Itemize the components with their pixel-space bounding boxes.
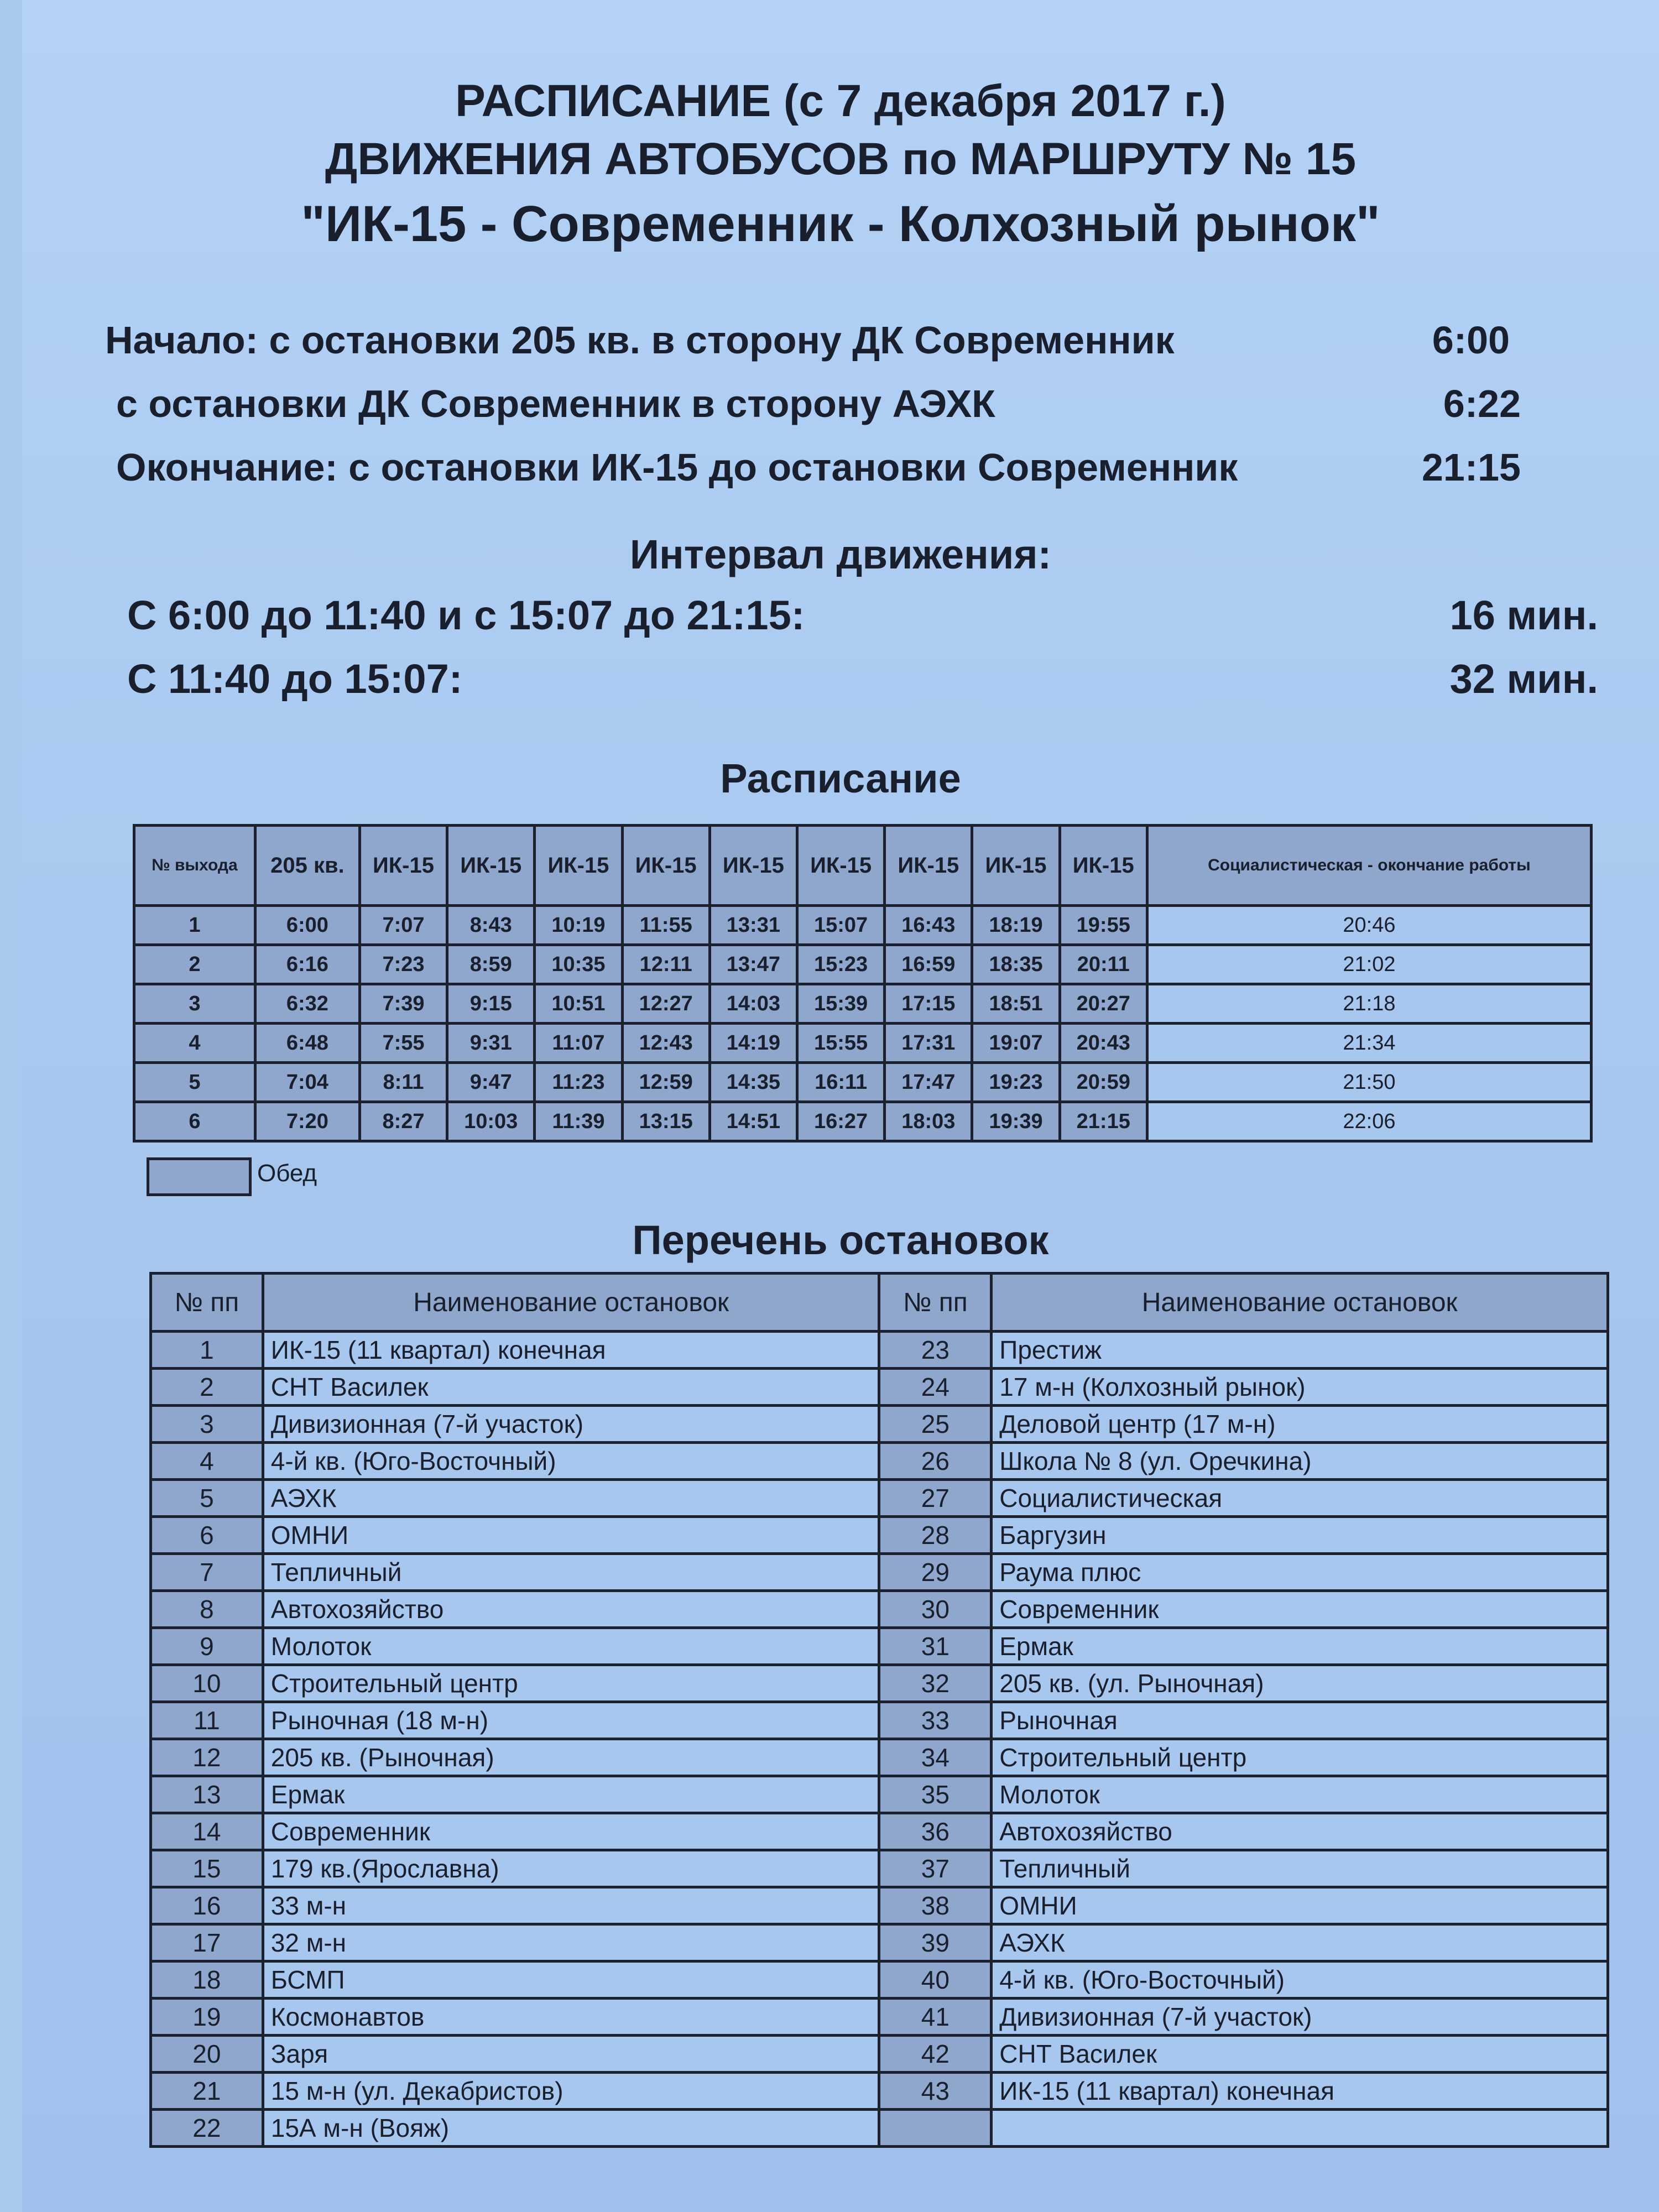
departure-time: 18:19 bbox=[972, 906, 1060, 945]
stop-name: ИК-15 (11 квартал) конечная bbox=[992, 2073, 1608, 2110]
stop-row bbox=[151, 1369, 1608, 1406]
departure-time: 21:50 bbox=[1147, 1063, 1591, 1102]
departure-time: 17:15 bbox=[885, 984, 972, 1024]
stops-header-cell: № пп bbox=[151, 1274, 263, 1332]
departure-time: 11:23 bbox=[535, 1063, 622, 1102]
departure-time: 7:07 bbox=[359, 906, 447, 945]
departure-time: 20:59 bbox=[1060, 1063, 1147, 1102]
title-line-2: ДВИЖЕНИЯ АВТОБУСОВ по МАРШРУТУ № 15 bbox=[325, 134, 1357, 184]
interval-value: 16 мин. bbox=[1449, 592, 1598, 638]
stop-name: 15 м-н (ул. Декабристов) bbox=[263, 2073, 879, 2110]
departure-time: 7:04 bbox=[255, 1063, 359, 1102]
stop-row bbox=[151, 1332, 1608, 1369]
stop-number: 34 bbox=[879, 1739, 992, 1776]
stop-number: 17 bbox=[151, 1924, 263, 1961]
departure-time: 7:20 bbox=[255, 1102, 359, 1141]
departure-time: 11:07 bbox=[535, 1024, 622, 1063]
info-label: с остановки ДК Современник в сторону АЭХК bbox=[116, 382, 995, 425]
stop-number: 39 bbox=[879, 1924, 992, 1961]
departure-time: 21:18 bbox=[1147, 984, 1591, 1024]
stop-number: 8 bbox=[151, 1591, 263, 1628]
stop-row bbox=[151, 1406, 1608, 1443]
stop-row bbox=[151, 1591, 1608, 1628]
stop-number: 21 bbox=[151, 2073, 263, 2110]
stop-name: АЭХК bbox=[992, 1924, 1608, 1961]
stop-row bbox=[151, 1628, 1608, 1665]
schedule-row bbox=[134, 1024, 1592, 1063]
stop-name: Современник bbox=[992, 1591, 1608, 1628]
stop-number: 32 bbox=[879, 1665, 992, 1702]
stop-row bbox=[151, 1887, 1608, 1924]
stop-row bbox=[151, 1480, 1608, 1517]
stop-number: 33 bbox=[879, 1702, 992, 1739]
departure-time: 8:59 bbox=[447, 945, 535, 984]
title-line-1: РАСПИСАНИЕ (с 7 декабря 2017 г.) bbox=[455, 76, 1226, 126]
stop-name: Социалистическая bbox=[992, 1480, 1608, 1517]
stop-name: 4-й кв. (Юго-Восточный) bbox=[263, 1443, 879, 1480]
departure-time: 20:11 bbox=[1060, 945, 1147, 984]
exit-number: 6 bbox=[134, 1102, 255, 1141]
legend-swatch bbox=[147, 1157, 252, 1196]
stop-number: 43 bbox=[879, 2073, 992, 2110]
stop-name: СНТ Василек bbox=[992, 2036, 1608, 2073]
schedule-header-row bbox=[134, 826, 1592, 906]
stop-name: Ермак bbox=[263, 1776, 879, 1813]
departure-time: 11:55 bbox=[622, 906, 709, 945]
stop-number: 16 bbox=[151, 1887, 263, 1924]
departure-time: 10:35 bbox=[535, 945, 622, 984]
departure-time: 6:00 bbox=[255, 906, 359, 945]
exit-number: 2 bbox=[134, 945, 255, 984]
stop-name: 179 кв.(Ярославна) bbox=[263, 1850, 879, 1887]
stop-number: 38 bbox=[879, 1887, 992, 1924]
stop-name: 205 кв. (ул. Рыночная) bbox=[992, 1665, 1608, 1702]
stop-number: 24 bbox=[879, 1369, 992, 1406]
departure-time: 15:39 bbox=[797, 984, 885, 1024]
exit-number: 4 bbox=[134, 1024, 255, 1063]
stops-table bbox=[149, 1272, 1609, 2148]
stop-number: 1 bbox=[151, 1332, 263, 1369]
stop-number: 41 bbox=[879, 1999, 992, 2036]
stop-name: Молоток bbox=[263, 1628, 879, 1665]
stop-name: 205 кв. (Рыночная) bbox=[263, 1739, 879, 1776]
stop-name: Дивизионная (7-й участок) bbox=[263, 1406, 879, 1443]
stop-number: 2 bbox=[151, 1369, 263, 1406]
departure-time: 15:55 bbox=[797, 1024, 885, 1063]
departure-time: 11:39 bbox=[535, 1102, 622, 1141]
schedule-header-cell: ИК-15 bbox=[622, 826, 709, 906]
departure-time: 10:19 bbox=[535, 906, 622, 945]
stop-row bbox=[151, 1924, 1608, 1961]
departure-time: 17:47 bbox=[885, 1063, 972, 1102]
stop-row bbox=[151, 1554, 1608, 1591]
schedule-header-cell: ИК-15 bbox=[885, 826, 972, 906]
departure-time: 10:03 bbox=[447, 1102, 535, 1141]
stop-name: Современник bbox=[263, 1813, 879, 1850]
schedule-row bbox=[134, 906, 1592, 945]
departure-time: 16:27 bbox=[797, 1102, 885, 1141]
stop-name: Раума плюс bbox=[992, 1554, 1608, 1591]
departure-time: 9:47 bbox=[447, 1063, 535, 1102]
stop-name: СНТ Василек bbox=[263, 1369, 879, 1406]
departure-time: 19:07 bbox=[972, 1024, 1060, 1063]
stop-number: 29 bbox=[879, 1554, 992, 1591]
exit-number: 3 bbox=[134, 984, 255, 1024]
stop-row bbox=[151, 1517, 1608, 1554]
schedule-header-cell: ИК-15 bbox=[1060, 826, 1147, 906]
stop-name: Тепличный bbox=[992, 1850, 1608, 1887]
stops-header-cell: Наименование остановок bbox=[992, 1274, 1608, 1332]
departure-time: 6:48 bbox=[255, 1024, 359, 1063]
stop-name bbox=[992, 2110, 1608, 2147]
stop-row bbox=[151, 1739, 1608, 1776]
stop-name: ОМНИ bbox=[263, 1517, 879, 1554]
stop-number: 11 bbox=[151, 1702, 263, 1739]
stop-row bbox=[151, 1999, 1608, 2036]
departure-time: 6:32 bbox=[255, 984, 359, 1024]
stop-name: Автохозяйство bbox=[992, 1813, 1608, 1850]
stop-name: 15А м-н (Вояж) bbox=[263, 2110, 879, 2147]
info-value: 21:15 bbox=[1421, 446, 1521, 489]
departure-time: 15:23 bbox=[797, 945, 885, 984]
departure-time: 13:47 bbox=[709, 945, 797, 984]
departure-time: 16:59 bbox=[885, 945, 972, 984]
departure-time: 22:06 bbox=[1147, 1102, 1591, 1141]
stop-name: Космонавтов bbox=[263, 1999, 879, 2036]
stop-name: Рыночная bbox=[992, 1702, 1608, 1739]
departure-time: 14:03 bbox=[709, 984, 797, 1024]
stop-number: 28 bbox=[879, 1517, 992, 1554]
stop-number: 19 bbox=[151, 1999, 263, 2036]
departure-time: 12:11 bbox=[622, 945, 709, 984]
schedule-row bbox=[134, 984, 1592, 1024]
info-label: Начало: с остановки 205 кв. в сторону ДК Современник bbox=[105, 319, 1175, 362]
stop-number: 31 bbox=[879, 1628, 992, 1665]
stop-number: 35 bbox=[879, 1776, 992, 1813]
departure-time: 12:27 bbox=[622, 984, 709, 1024]
route-name: "ИК-15 - Современник - Колхозный рынок" bbox=[301, 196, 1380, 252]
stop-number: 6 bbox=[151, 1517, 263, 1554]
departure-time: 13:15 bbox=[622, 1102, 709, 1141]
schedule-header-cell: 205 кв. bbox=[255, 826, 359, 906]
stop-number: 42 bbox=[879, 2036, 992, 2073]
departure-time: 14:19 bbox=[709, 1024, 797, 1063]
stop-row bbox=[151, 1702, 1608, 1739]
departure-time: 7:23 bbox=[359, 945, 447, 984]
stop-number: 13 bbox=[151, 1776, 263, 1813]
schedule-header-cell: ИК-15 bbox=[535, 826, 622, 906]
departure-time: 8:43 bbox=[447, 906, 535, 945]
schedule-header-cell: ИК-15 bbox=[359, 826, 447, 906]
schedule-row bbox=[134, 1063, 1592, 1102]
departure-time: 9:15 bbox=[447, 984, 535, 1024]
departure-time: 18:35 bbox=[972, 945, 1060, 984]
departure-time: 14:51 bbox=[709, 1102, 797, 1141]
schedule-header-cell: ИК-15 bbox=[797, 826, 885, 906]
departure-time: 19:39 bbox=[972, 1102, 1060, 1141]
info-value: 6:22 bbox=[1443, 382, 1521, 425]
stop-name: Заря bbox=[263, 2036, 879, 2073]
stop-name: БСМП bbox=[263, 1961, 879, 1999]
departure-time: 12:59 bbox=[622, 1063, 709, 1102]
stop-row bbox=[151, 1850, 1608, 1887]
stop-name: ОМНИ bbox=[992, 1887, 1608, 1924]
interval-label: С 11:40 до 15:07: bbox=[127, 656, 463, 702]
stop-number: 4 bbox=[151, 1443, 263, 1480]
schedule-header-cell: Социалистическая - окончание работы bbox=[1147, 826, 1591, 906]
stop-number: 27 bbox=[879, 1480, 992, 1517]
stop-name: 17 м-н (Колхозный рынок) bbox=[992, 1369, 1608, 1406]
stop-name: Строительный центр bbox=[263, 1665, 879, 1702]
stop-row bbox=[151, 1813, 1608, 1850]
departure-time: 12:43 bbox=[622, 1024, 709, 1063]
interval-heading: Интервал движения: bbox=[629, 531, 1052, 577]
schedule-header-cell: ИК-15 bbox=[709, 826, 797, 906]
departure-time: 6:16 bbox=[255, 945, 359, 984]
stop-number: 26 bbox=[879, 1443, 992, 1480]
stop-number: 40 bbox=[879, 1961, 992, 1999]
interval-label: С 6:00 до 11:40 и с 15:07 до 21:15: bbox=[127, 592, 805, 638]
departure-time: 21:15 bbox=[1060, 1102, 1147, 1141]
departure-time: 20:46 bbox=[1147, 906, 1591, 945]
schedule-header-cell: ИК-15 bbox=[972, 826, 1060, 906]
stop-name: Баргузин bbox=[992, 1517, 1608, 1554]
title-block bbox=[22, 72, 1659, 257]
stop-row bbox=[151, 1776, 1608, 1813]
stop-name: Деловой центр (17 м-н) bbox=[992, 1406, 1608, 1443]
stop-number: 22 bbox=[151, 2110, 263, 2147]
stop-name: Строительный центр bbox=[992, 1739, 1608, 1776]
stop-name: Тепличный bbox=[263, 1554, 879, 1591]
departure-time: 15:07 bbox=[797, 906, 885, 945]
stop-name: 32 м-н bbox=[263, 1924, 879, 1961]
stop-number: 3 bbox=[151, 1406, 263, 1443]
stop-row bbox=[151, 1665, 1608, 1702]
stop-number bbox=[879, 2110, 992, 2147]
stop-name: 33 м-н bbox=[263, 1887, 879, 1924]
stop-number: 9 bbox=[151, 1628, 263, 1665]
departure-time: 21:34 bbox=[1147, 1024, 1591, 1063]
info-value: 6:00 bbox=[1432, 319, 1510, 362]
departure-time: 13:31 bbox=[709, 906, 797, 945]
schedule-table bbox=[133, 824, 1593, 1142]
stop-number: 14 bbox=[151, 1813, 263, 1850]
stops-heading: Перечень остановок bbox=[632, 1217, 1049, 1263]
departure-time: 17:31 bbox=[885, 1024, 972, 1063]
departure-time: 16:11 bbox=[797, 1063, 885, 1102]
stop-name: Молоток bbox=[992, 1776, 1608, 1813]
departure-time: 9:31 bbox=[447, 1024, 535, 1063]
stop-number: 10 bbox=[151, 1665, 263, 1702]
stop-number: 37 bbox=[879, 1850, 992, 1887]
schedule-row bbox=[134, 945, 1592, 984]
stop-row bbox=[151, 2110, 1608, 2147]
stop-name: Ермак bbox=[992, 1628, 1608, 1665]
stop-number: 23 bbox=[879, 1332, 992, 1369]
departure-time: 8:27 bbox=[359, 1102, 447, 1141]
schedule-heading: Расписание bbox=[720, 755, 961, 801]
departure-time: 16:43 bbox=[885, 906, 972, 945]
departure-time: 14:35 bbox=[709, 1063, 797, 1102]
stop-number: 20 bbox=[151, 2036, 263, 2073]
stop-number: 5 bbox=[151, 1480, 263, 1517]
departure-time: 20:43 bbox=[1060, 1024, 1147, 1063]
stop-row bbox=[151, 2073, 1608, 2110]
schedule-row bbox=[134, 1102, 1592, 1141]
stop-number: 15 bbox=[151, 1850, 263, 1887]
departure-time: 19:23 bbox=[972, 1063, 1060, 1102]
departure-time: 20:27 bbox=[1060, 984, 1147, 1024]
stop-number: 36 bbox=[879, 1813, 992, 1850]
stops-header-cell: Наименование остановок bbox=[263, 1274, 879, 1332]
exit-number: 5 bbox=[134, 1063, 255, 1102]
stop-row bbox=[151, 1961, 1608, 1999]
schedule-header-cell: ИК-15 bbox=[447, 826, 535, 906]
departure-time: 19:55 bbox=[1060, 906, 1147, 945]
stop-name: Дивизионная (7-й участок) bbox=[992, 1999, 1608, 2036]
exit-number: 1 bbox=[134, 906, 255, 945]
stop-row bbox=[151, 1443, 1608, 1480]
legend-label: Обед bbox=[257, 1160, 317, 1187]
stop-name: АЭХК bbox=[263, 1480, 879, 1517]
stop-number: 25 bbox=[879, 1406, 992, 1443]
schedule-header-cell: № выхода bbox=[134, 826, 255, 906]
stop-name: Автохозяйство bbox=[263, 1591, 879, 1628]
departure-time: 18:51 bbox=[972, 984, 1060, 1024]
departure-time: 7:55 bbox=[359, 1024, 447, 1063]
stop-number: 18 bbox=[151, 1961, 263, 1999]
stop-name: Школа № 8 (ул. Оречкина) bbox=[992, 1443, 1608, 1480]
departure-time: 10:51 bbox=[535, 984, 622, 1024]
stops-header-cell: № пп bbox=[879, 1274, 992, 1332]
stop-name: Рыночная (18 м-н) bbox=[263, 1702, 879, 1739]
interval-value: 32 мин. bbox=[1449, 656, 1598, 702]
stop-name: ИК-15 (11 квартал) конечная bbox=[263, 1332, 879, 1369]
stop-row bbox=[151, 2036, 1608, 2073]
stop-number: 7 bbox=[151, 1554, 263, 1591]
departure-time: 8:11 bbox=[359, 1063, 447, 1102]
stop-name: 4-й кв. (Юго-Восточный) bbox=[992, 1961, 1608, 1999]
info-label: Окончание: с остановки ИК-15 до остановки Современник bbox=[116, 446, 1238, 489]
departure-time: 7:39 bbox=[359, 984, 447, 1024]
schedule-sheet bbox=[22, 0, 1659, 2212]
stops-header-row bbox=[151, 1274, 1608, 1332]
stop-number: 30 bbox=[879, 1591, 992, 1628]
stop-number: 12 bbox=[151, 1739, 263, 1776]
departure-time: 21:02 bbox=[1147, 945, 1591, 984]
departure-time: 18:03 bbox=[885, 1102, 972, 1141]
stop-name: Престиж bbox=[992, 1332, 1608, 1369]
